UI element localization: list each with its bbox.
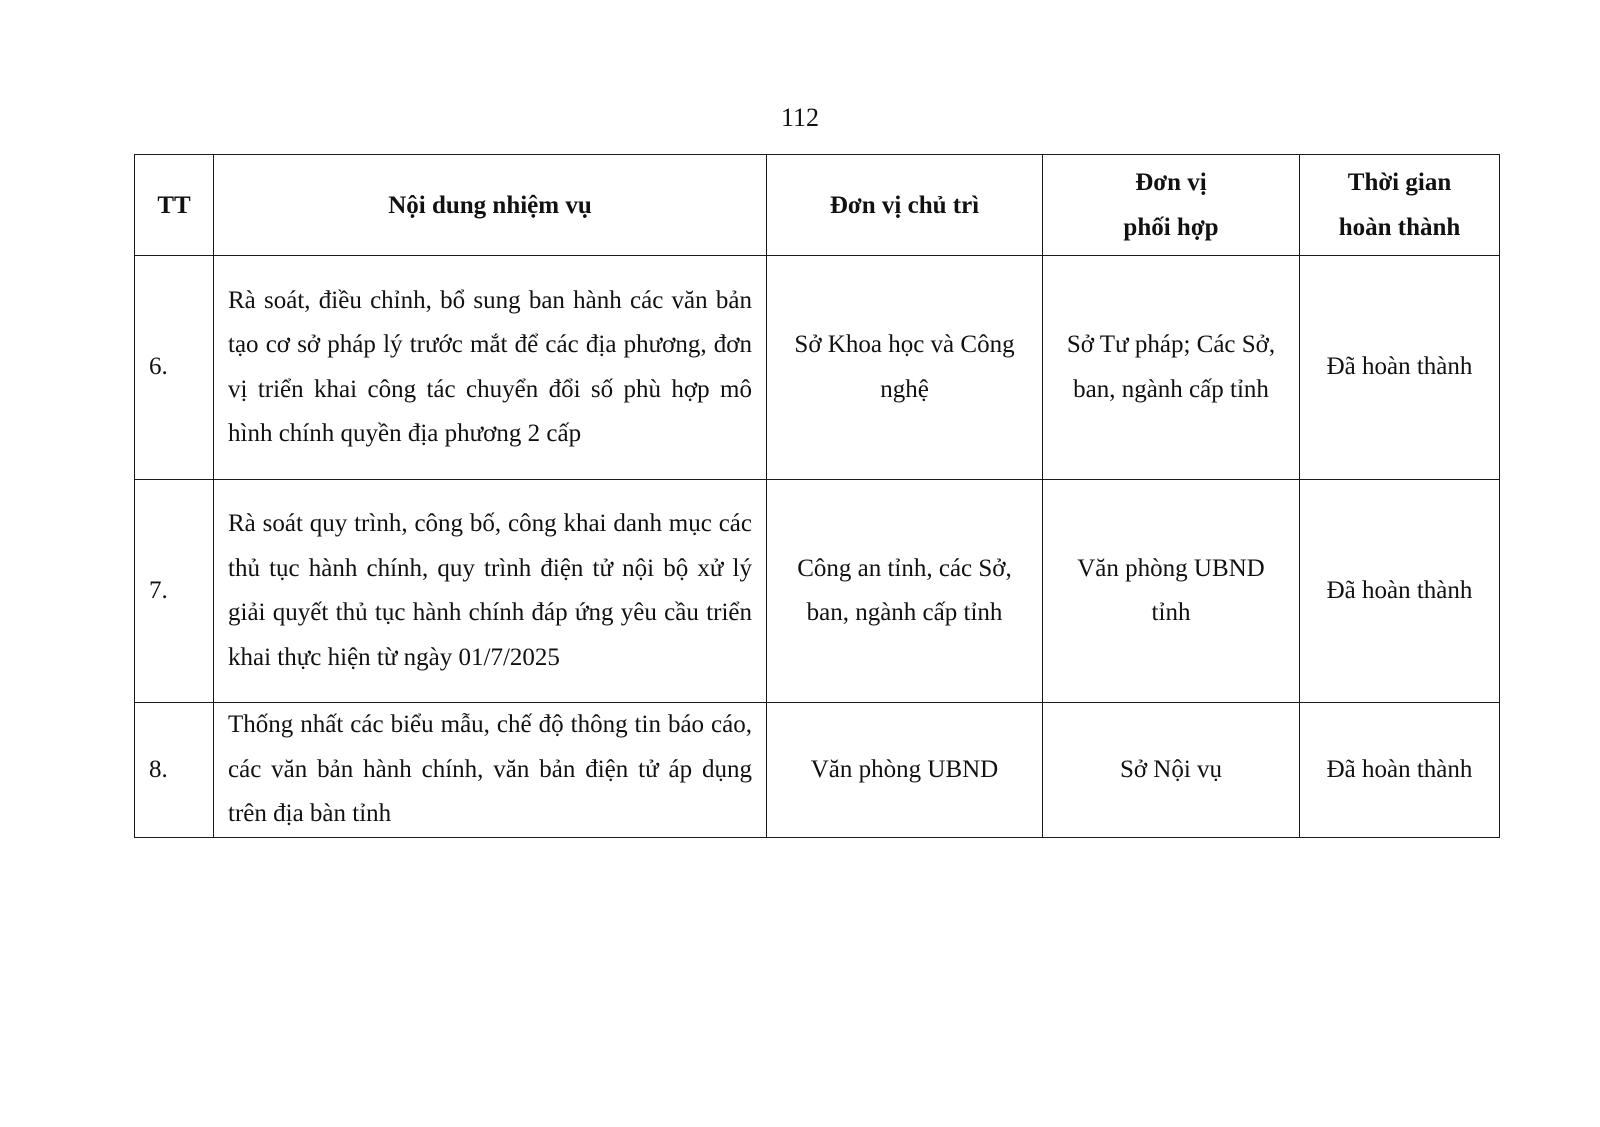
header-time-line1: Thời gian [1347,169,1452,196]
coordinating-unit: Văn phòng UBND tỉnh [1043,480,1300,703]
table-row [135,256,1500,480]
table-row [135,480,1500,703]
header-tt: TT [135,155,214,256]
completion-status: Đã hoàn thành [1300,256,1500,480]
table-row [135,703,1500,838]
header-coordinating-line1: Đơn vị [1135,169,1207,196]
row-number: 6. [135,256,214,480]
coordinating-unit: Sở Tư pháp; Các Sở, ban, ngành cấp tỉnh [1043,256,1300,480]
task-table [134,154,1500,838]
lead-unit: Văn phòng UBND [767,703,1043,838]
row-number: 8. [135,703,214,838]
header-content: Nội dung nhiệm vụ [214,155,767,256]
header-coordinating-line2: phối hợp [1123,214,1219,241]
task-content: Rà soát quy trình, công bố, công khai danh mục các thủ tục hành chính, quy trình điện tử nội bộ xử lý giải quyết thủ tục hành chính đáp ứng yêu cầu triển khai thực hiện từ ngày 01/7/2025 [214,480,767,703]
task-content: Thống nhất các biểu mẫu, chế độ thông tin báo cáo, các văn bản hành chính, văn bản điện tử áp dụng trên địa bàn tỉnh [214,703,767,838]
page-number: 112 [780,103,820,132]
header-completion-time [1300,155,1500,256]
row-number: 7. [135,480,214,703]
coordinating-unit: Sở Nội vụ [1043,703,1300,838]
lead-unit: Sở Khoa học và Công nghệ [767,256,1043,480]
task-content: Rà soát, điều chỉnh, bổ sung ban hành các văn bản tạo cơ sở pháp lý trước mắt để các địa phương, đơn vị triển khai công tác chuyển đổi số phù hợp mô hình chính quyền địa phương 2 cấp [214,256,767,480]
completion-status: Đã hoàn thành [1300,703,1500,838]
table-header-row [135,155,1500,256]
header-lead-unit: Đơn vị chủ trì [767,155,1043,256]
lead-unit: Công an tỉnh, các Sở, ban, ngành cấp tỉnh [767,480,1043,703]
header-time-line2: hoàn thành [1338,214,1461,241]
header-coordinating-unit [1043,155,1300,256]
completion-status: Đã hoàn thành [1300,480,1500,703]
